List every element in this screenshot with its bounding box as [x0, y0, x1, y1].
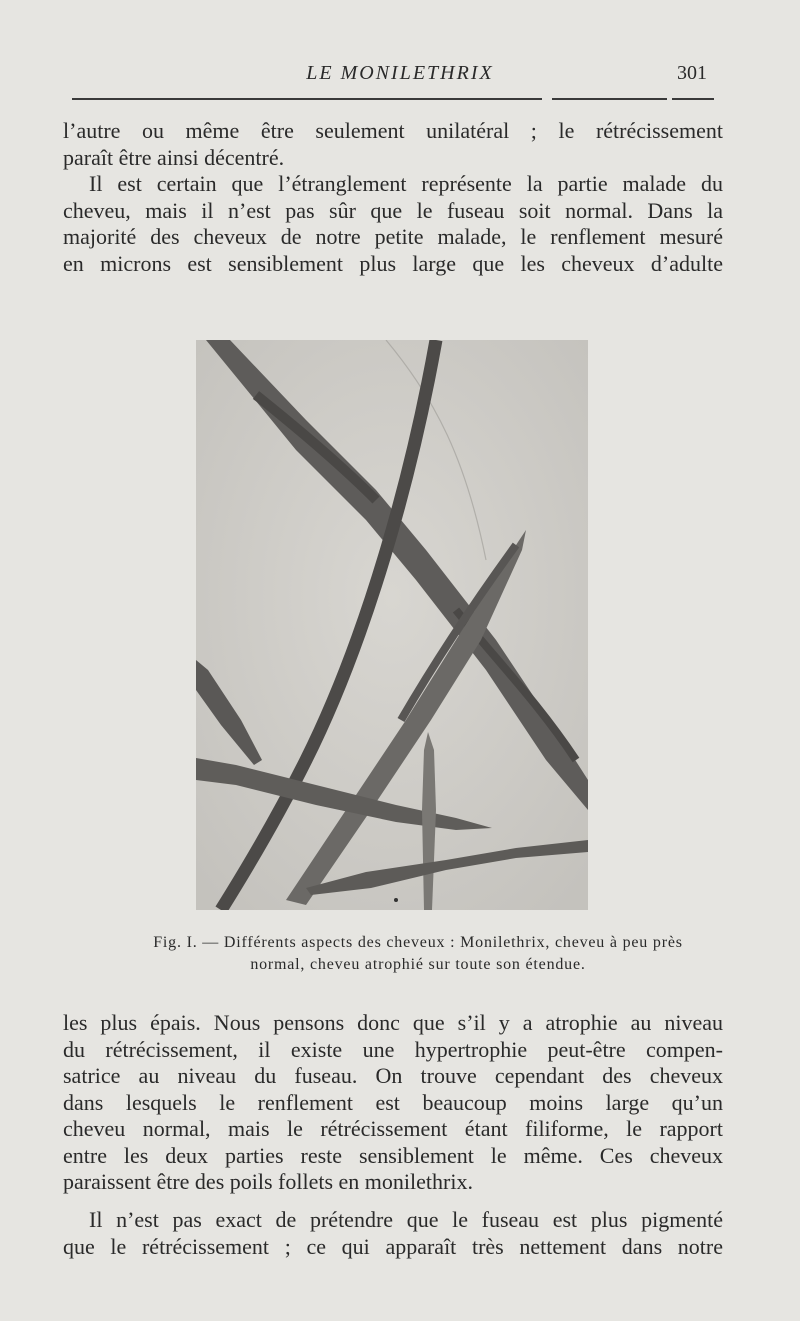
- hair-micrograph-image: [196, 340, 588, 910]
- text-line: paraissent être des poils follets en monilethrix.: [63, 1169, 473, 1194]
- page-number: 301: [677, 62, 707, 84]
- text-line: Il est certain que l’étranglement représente la partie malade du: [89, 171, 723, 196]
- text-line: en microns est sensiblement plus large que les cheveux d’adulte: [63, 250, 723, 276]
- hair-micrograph-figure: [196, 340, 588, 910]
- figure-caption: [118, 932, 718, 976]
- header-rule-right: [672, 98, 714, 100]
- paragraph-2: [63, 171, 723, 277]
- paragraph-1: [63, 118, 723, 171]
- caption-line: normal, cheveu atrophié sur toute son étendue.: [250, 956, 586, 973]
- text-line: l’autre ou même être seulement unilatéral ; le rétrécissement: [63, 118, 723, 143]
- text-line: paraît être ainsi décentré.: [63, 144, 285, 170]
- text-line: cheveu, mais il n’est pas sûr que le fuseau soit normal. Dans la: [63, 197, 723, 223]
- text-line: cheveu normal, mais le rétrécissement étant filiforme, le rapport: [63, 1116, 723, 1141]
- text-line: Il n’est pas exact de prétendre que le fuseau est plus pigmenté: [89, 1207, 723, 1232]
- text-line: du rétrécissement, il existe une hypertrophie peut-être compen-: [63, 1036, 723, 1062]
- text-line: les plus épais. Nous pensons donc que s’il y a atrophie au niveau: [63, 1010, 723, 1035]
- header-rule-middle: [552, 98, 667, 100]
- text-line: majorité des cheveux de notre petite malade, le renflement mesuré: [63, 224, 723, 249]
- paragraph-4: [63, 1207, 723, 1260]
- caption-line: Fig. I. — Différents aspects des cheveux : Monilethrix, cheveu à peu près: [153, 934, 683, 951]
- text-line: entre les deux parties reste sensiblement le même. Ces cheveux: [63, 1142, 723, 1168]
- paragraph-3: [63, 1010, 723, 1196]
- text-line: satrice au niveau du fuseau. On trouve cependant des cheveux: [63, 1063, 723, 1088]
- text-line: dans lesquels le renflement est beaucoup moins large qu’un: [63, 1089, 723, 1115]
- header-rule-left: [72, 98, 542, 100]
- running-title: LE MONILETHRIX: [306, 62, 494, 84]
- text-line: que le rétrécissement ; ce qui apparaît très nettement dans notre: [63, 1233, 723, 1259]
